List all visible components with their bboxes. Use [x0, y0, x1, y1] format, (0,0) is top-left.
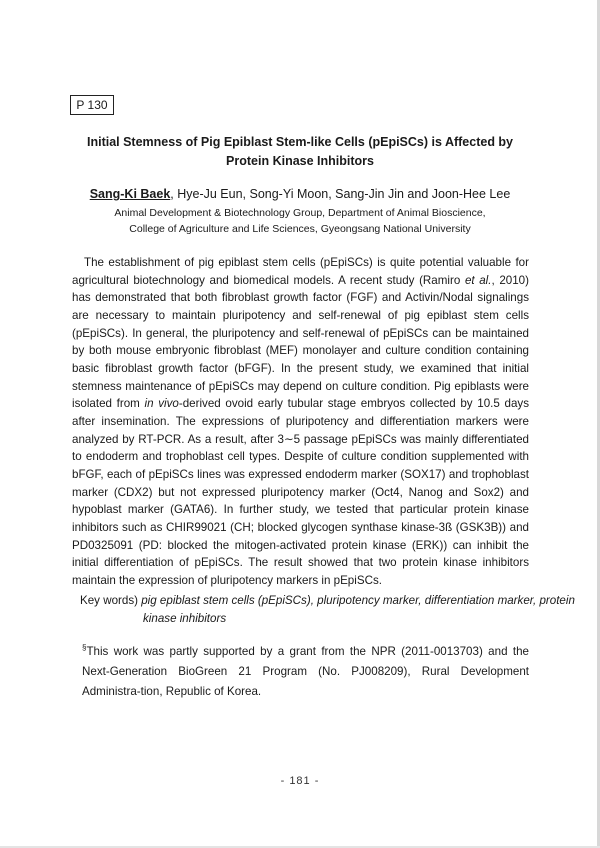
- affiliation-line-1: Animal Development & Biotechnology Group, Department of Animal Bioscience,: [114, 207, 486, 219]
- abstract-part-2: , 2010) has demonstrated that both fibroblast growth factor (FGF) and Activin/Nodal signalings are necessary to maintain pluripotency and self-renewal of pig epiblast stem cells (pEpiSCs). In general, the pluripotency and self-renewal of pEpiSCs can be maintained by both mouse embryonic fibroblast (MEF) monolayer and culture condition containing basic fibroblast growth factor (bFGF). In the present study, we examined that initial stemness maintenance of pEpiSCs may depend on culture condition. Pig epiblasts were isolated from: [72, 273, 529, 411]
- keywords-label: Key words): [80, 594, 138, 607]
- abstract-body: [72, 254, 529, 589]
- paper-title: [60, 133, 540, 171]
- page-number: - 181 -: [280, 775, 320, 787]
- title-line-1: Initial Stemness of Pig Epiblast Stem-like Cells (pEpiSCs) is Affected by: [86, 135, 514, 149]
- presenting-author: Sang-Ki Baek: [89, 187, 171, 201]
- co-authors: , Hye-Ju Eun, Song-Yi Moon, Sang-Jin Jin and Joon-Hee Lee: [170, 187, 511, 201]
- abstract-et-al: et al.: [464, 273, 492, 287]
- footnote-text: This work was partly supported by a grant from the NPR (2011-0013703) and the Next-Generation BioGreen 21 Program (No. PJ008209), Rural Development Administra-tion, Republic of Korea.: [82, 645, 529, 698]
- footnote-mark: §: [82, 643, 87, 652]
- keywords: [80, 592, 598, 627]
- poster-number-box: P 130: [70, 95, 114, 115]
- abstract-part-3: -derived ovoid early tubular stage embryos collected by 10.5 days after insemination. The expressions of pluripotency and differentiation markers were analyzed by RT-PCR. As a result, after 3∼5 passage pEpiSCs was mainly differentiated to endoderm and trophoblast cell types. Despite of culture condition supplemented with bFGF, each of pEpiSCs lines was expressed endoderm marker (SOX17) and trophoblast marker (CDX2) but not expressed pluripotency marker (Oct4, Nanog and Sox2) and hypoblast marker (GATA6). In further study, we tested that particular protein kinase inhibitors such as CHIR99021 (CH; blocked glycogen synthase kinase-3ß (GSK3B)) and PD0325091 (PD: blocked the mitogen-activated protein kinase (ERK)) can inhibit the initial differentiation of pEpiSCs. The result showed that two protein kinase inhibitors maintain the expression of pluripotency markers in pEpiSCs.: [72, 397, 530, 587]
- author-list: [50, 186, 550, 203]
- affiliation-line-2: College of Agriculture and Life Sciences, Gyeongsang National University: [129, 223, 471, 235]
- abstract-part-1: The establishment of pig epiblast stem cells (pEpiSCs) is quite potential valuable for agricultural biotechnology and biomedical models. A recent study (Ramiro: [72, 256, 529, 287]
- abstract-in-vivo: in vivo: [144, 397, 179, 411]
- keywords-terms: pig epiblast stem cells (pEpiSCs), pluripotency marker, differentiation marker, protein kinase inhibitors: [141, 594, 575, 625]
- title-line-2: Protein Kinase Inhibitors: [226, 154, 374, 168]
- funding-footnote: [82, 642, 529, 702]
